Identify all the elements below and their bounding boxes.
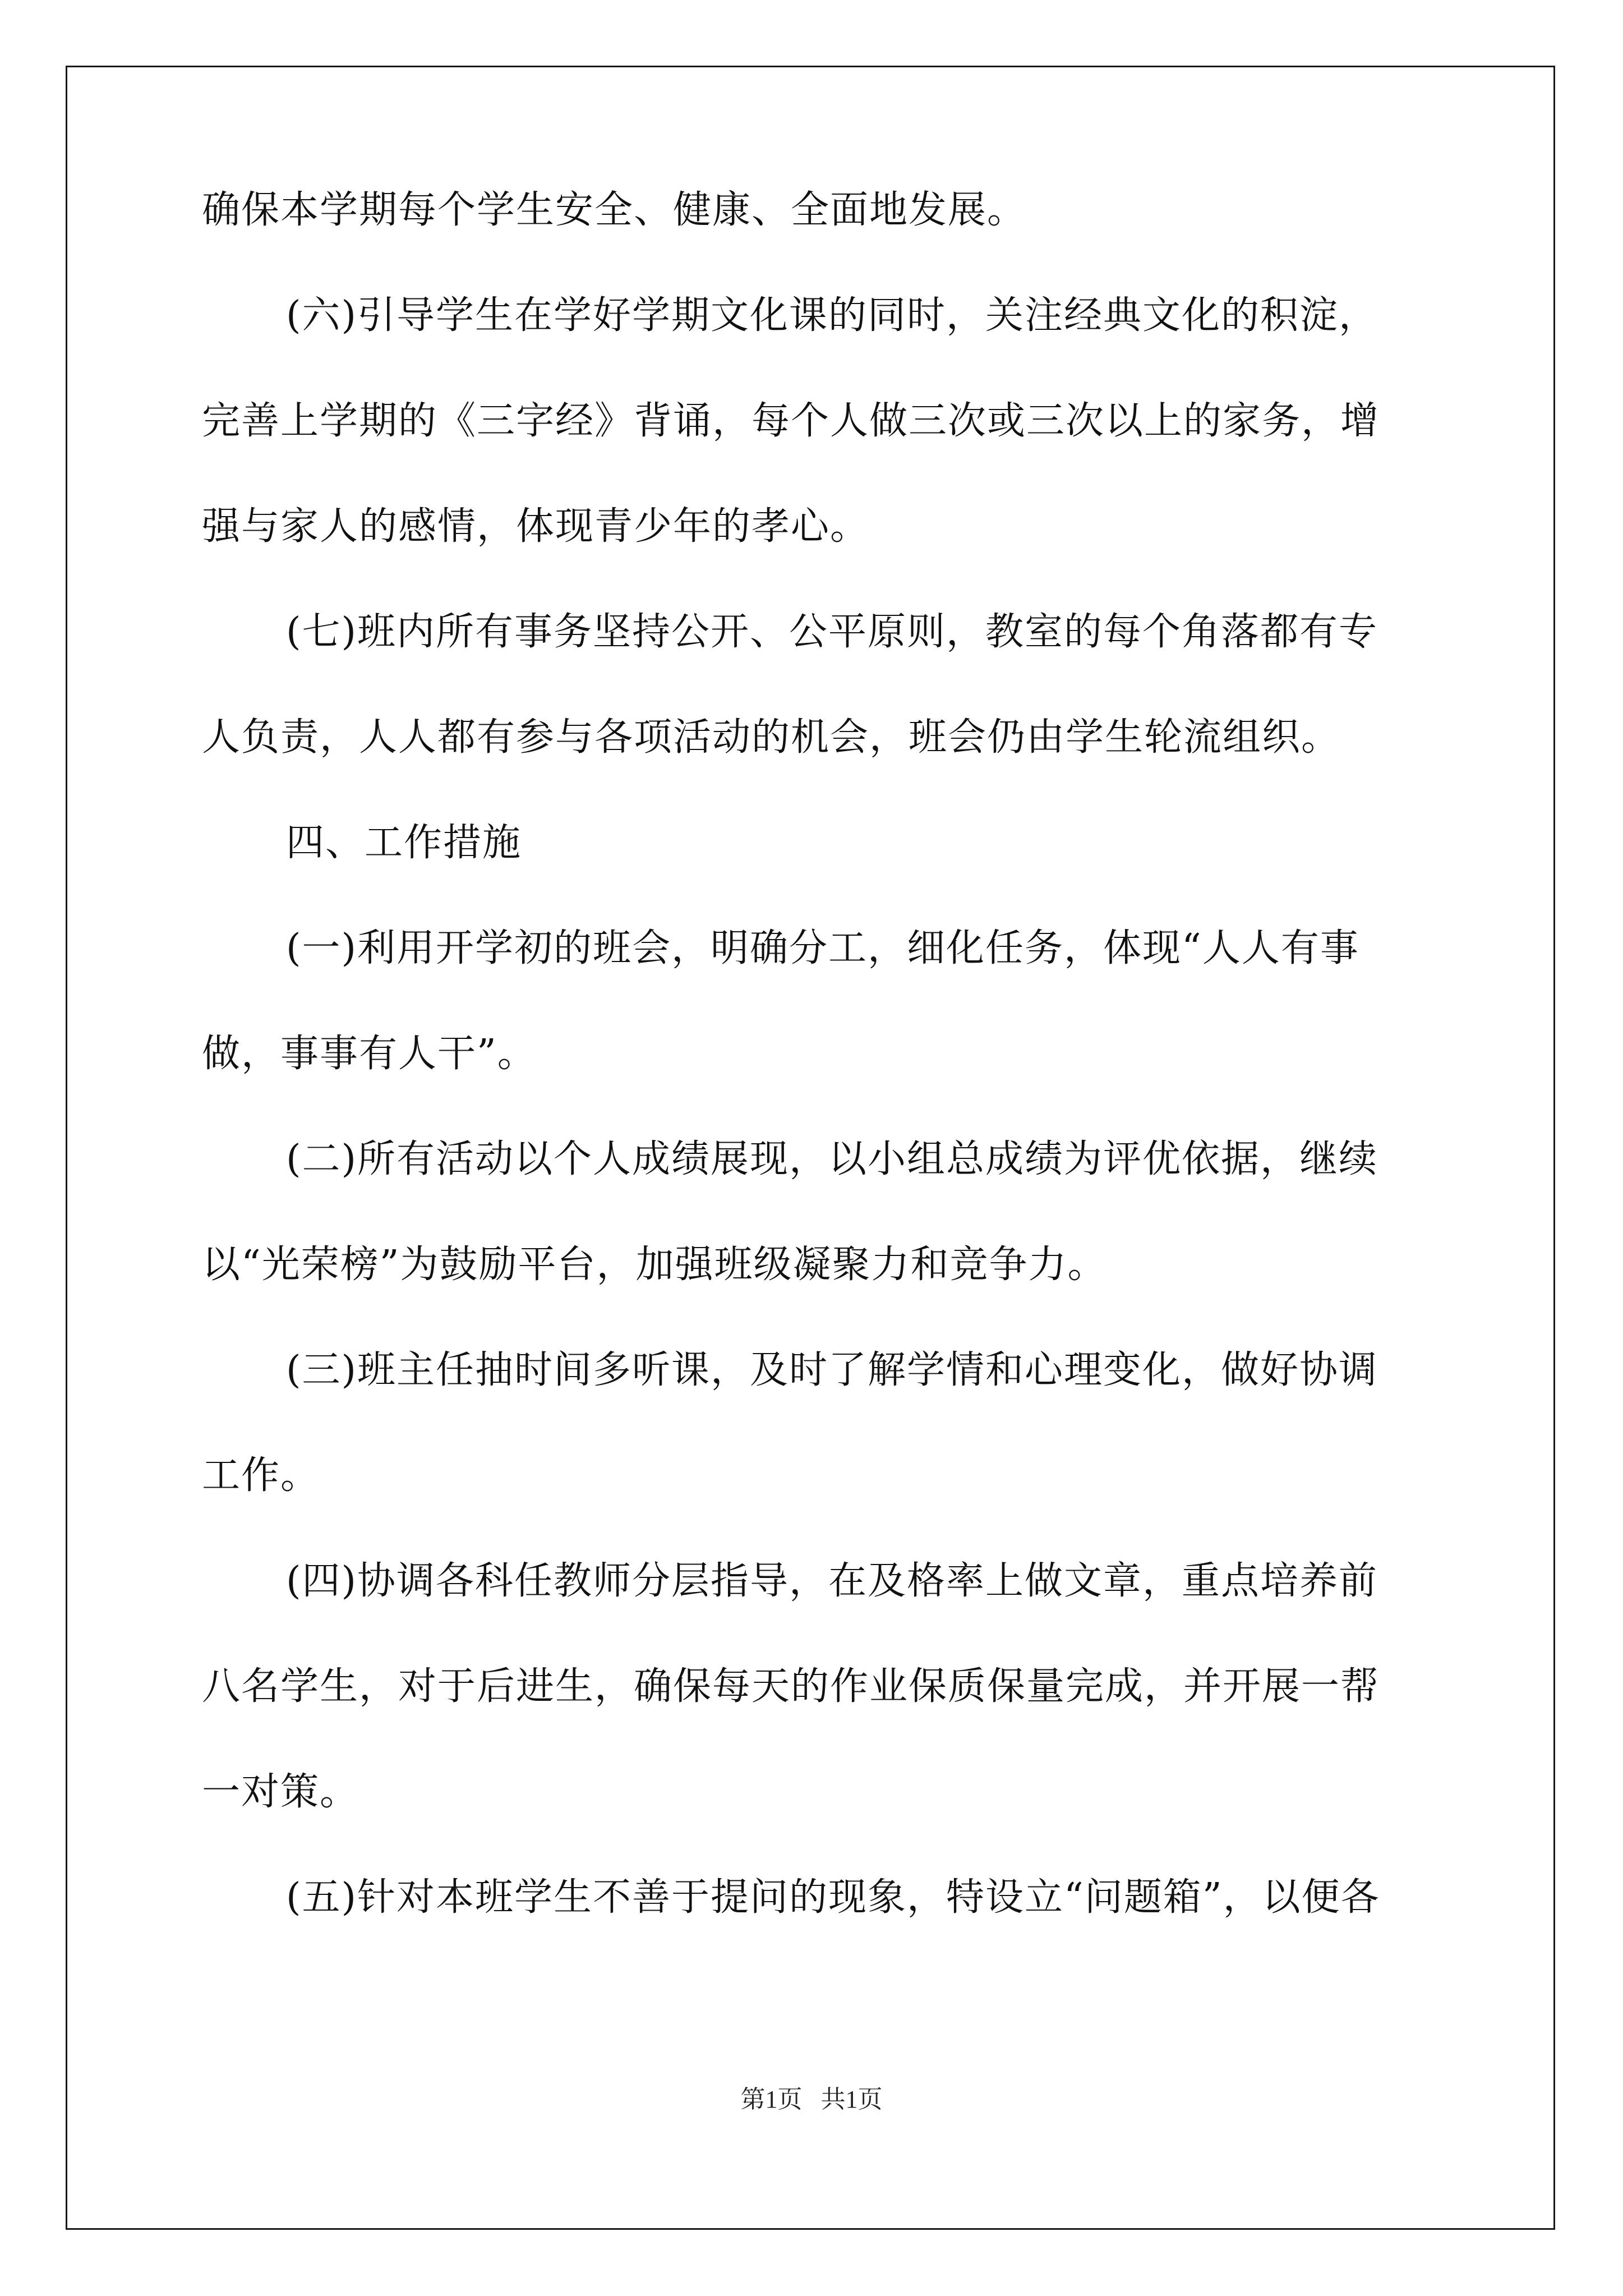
text-line: (三)班主任抽时间多听课，及时了解学情和心理变化，做好协调 (286, 1348, 1378, 1392)
text-line: (四)协调各科任教师分层指导，在及格率上做文章，重点培养前 (286, 1559, 1378, 1603)
text-line: (五)针对本班学生不善于提问的现象，特设立“问题箱”，以便各 (286, 1875, 1380, 1920)
text-line: 人负责，人人都有参与各项活动的机会，班会仍由学生轮流组织。 (202, 715, 1341, 760)
section-heading: 四、工作措施 (286, 821, 522, 865)
text-line: 以“光荣榜”为鼓励平台，加强班级凝聚力和竞争力。 (202, 1243, 1107, 1287)
text-line: 八名学生，对于后进生，确保每天的作业保质保量完成，并开展一帮 (202, 1664, 1380, 1709)
text-line: 工作。 (202, 1453, 320, 1498)
text-line: (一)利用开学初的班会，明确分工，细化任务，体现“人人有事 (286, 926, 1359, 970)
page-number-footer: 第1页 共1页 (740, 2086, 883, 2113)
text-line: (六)引导学生在学好学期文化课的同时，关注经典文化的积淀， (286, 293, 1378, 338)
text-line: 强与家人的感情，体现青少年的孝心。 (202, 504, 870, 549)
text-line: 做，事事有人干”。 (202, 1032, 537, 1076)
text-line: 确保本学期每个学生安全、健康、全面地发展。 (202, 188, 1027, 232)
text-line: (二)所有活动以个人成绩展现，以小组总成绩为评优依据，继续 (286, 1137, 1378, 1181)
text-line: 完善上学期的《三字经》背诵，每个人做三次或三次以上的家务，增 (202, 399, 1380, 443)
text-line: (七)班内所有事务坚持公开、公平原则，教室的每个角落都有专 (286, 610, 1378, 654)
text-line: 一对策。 (202, 1770, 359, 1814)
